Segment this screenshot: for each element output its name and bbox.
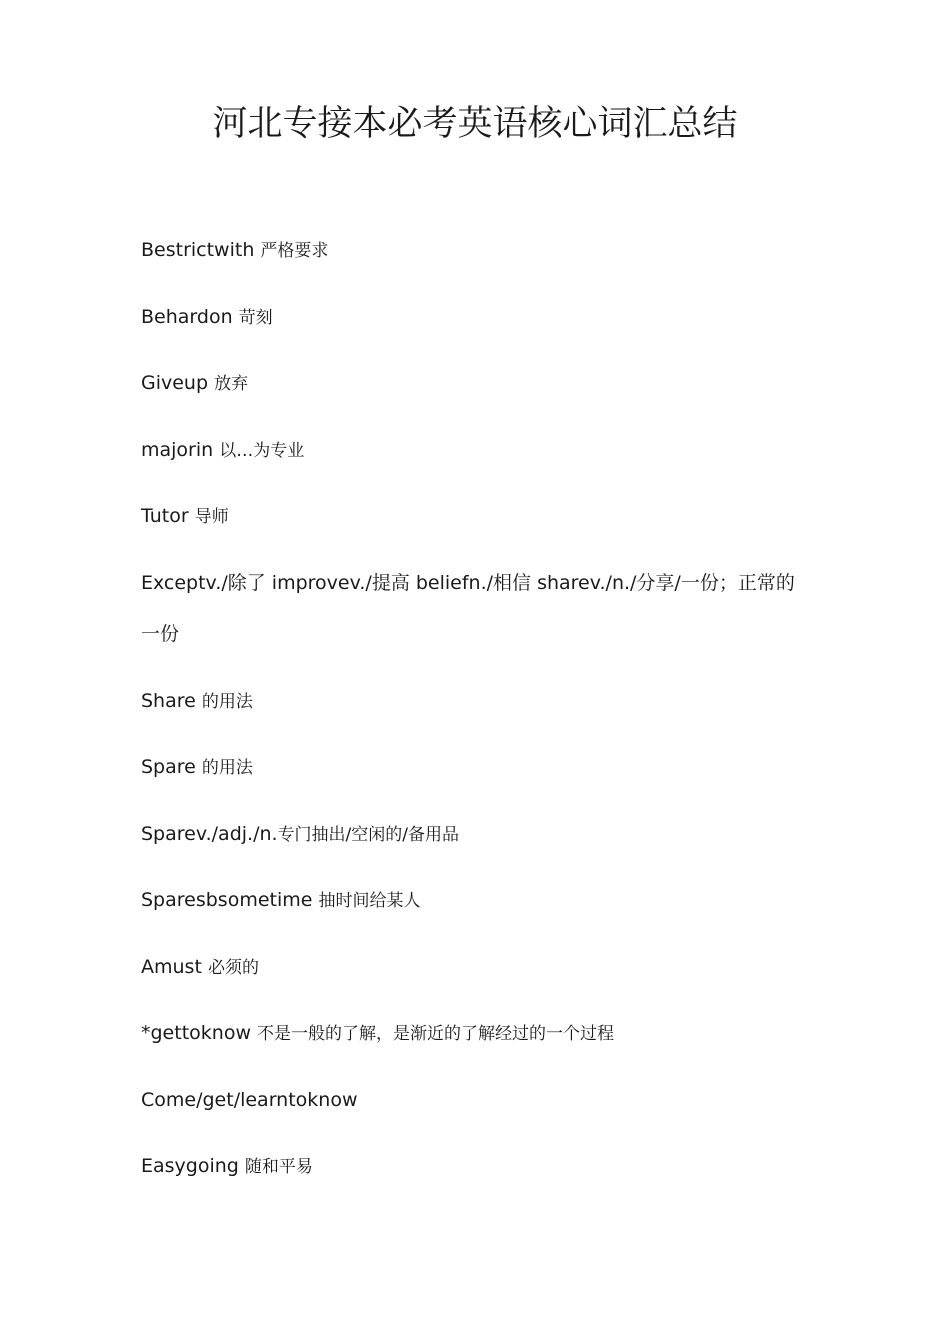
vocab-entry-multi [141,558,801,661]
vocab-entry [141,687,801,716]
entry-chinese: 导师 [194,507,229,527]
entry-english: majorin [141,438,214,461]
entry-chinese: 的用法 [201,758,253,778]
entry-chinese: 以…为专业 [219,440,305,461]
vocab-entry [141,753,801,782]
entry-chinese: 严格要求 [260,241,329,261]
entry-english: Giveup [141,372,209,394]
entry-english: Easygoing [141,1155,239,1177]
entry-english: Come/get/learntoknow [141,1088,358,1111]
vocabulary-list [141,236,801,1219]
entry-chinese: 放弃 [214,374,249,394]
vocab-entry [141,236,801,265]
entry-english: Bestrictwith [141,239,255,261]
vocab-entry [141,436,801,465]
entry-english: Behardon [141,305,233,328]
entry-english: Tutor [141,505,189,527]
vocab-entry [141,303,801,332]
vocab-entry [141,1086,801,1115]
entry-english: Share [141,689,196,712]
entry-english: Spare [141,756,196,778]
entry-chinese: 专门抽出/空闲的/备用品 [277,824,460,845]
vocab-entry [141,820,801,849]
entry-english: Sparev./adj./n. [141,822,278,845]
entry-english: *gettoknow [141,1022,251,1044]
entry-english: Exceptv./除了 improvev./提高 beliefn./相信 sharev./n./分享/一份；正常的一份 [141,571,795,645]
vocab-entry [141,502,801,531]
entry-english: Sparesbsometime [141,889,313,911]
vocab-entry [141,1152,801,1181]
entry-chinese: 抽时间给某人 [318,891,421,911]
vocab-entry [141,886,801,915]
entry-chinese: 必须的 [207,957,259,978]
entry-english: Amust [141,955,202,978]
entry-chinese: 的用法 [201,691,253,712]
vocab-entry [141,1019,801,1048]
entry-chinese: 不是一般的了解，是渐近的了解经过的一个过程 [257,1024,615,1044]
document-title: 河北专接本必考英语核心词汇总结 [212,104,738,144]
vocab-entry [141,369,801,398]
entry-chinese: 随和平易 [244,1157,313,1177]
entry-chinese: 苛刻 [238,307,273,328]
vocab-entry [141,953,801,982]
